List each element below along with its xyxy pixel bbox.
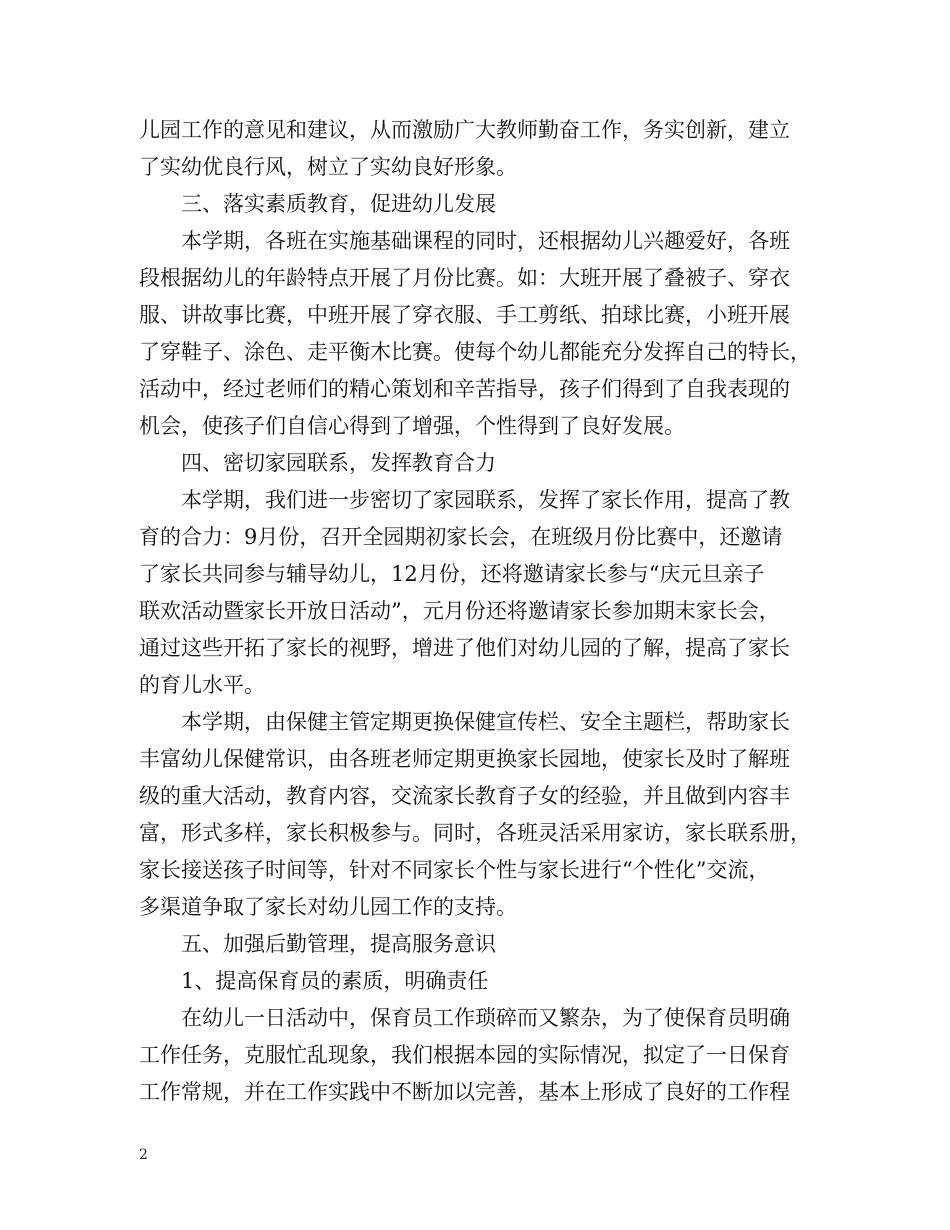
text-line: 多渠道争取了家长对幼儿园工作的支持。	[139, 895, 517, 919]
text-line: 机会，使孩子们自信心得到了增强，个性得到了良好发展。	[139, 414, 685, 438]
document-body	[139, 112, 829, 1111]
text-line: 工作任务，克服忙乱现象，我们根据本园的实际情况，拟定了一日保育	[139, 1043, 790, 1067]
text-line: 联欢活动暨家长开放日活动”，元月份还将邀请家长参加期末家长会，	[139, 599, 780, 623]
subsection-heading: 1、提高保育员的素质，明确责任	[181, 969, 489, 993]
text-line: 了家长共同参与辅导幼儿，12月份，还将邀请家长参与“庆元旦亲子	[139, 562, 765, 586]
text-line: 家长接送孩子时间等，针对不同家长个性与家长进行“个性化”交流，	[139, 858, 770, 882]
text-line: 本学期，由保健主管定期更换保健宣传栏、安全主题栏，帮助家长	[181, 710, 790, 734]
text-line: 富，形式多样，家长积极参与。同时，各班灵活采用家访，家长联系册，	[139, 821, 811, 845]
text-line: 育的合力：9月份，召开全园期初家长会，在班级月份比赛中，还邀请	[139, 525, 783, 549]
text-line: 通过这些开拓了家长的视野，增进了他们对幼儿园的了解，提高了家长	[139, 636, 790, 660]
section-heading: 五、加强后勤管理，提高服务意识	[181, 932, 496, 956]
text-line: 服、讲故事比赛，中班开展了穿衣服、手工剪纸、拍球比赛，小班开展	[139, 303, 790, 327]
page-number: 2	[139, 1147, 148, 1163]
text-line: 工作常规，并在工作实践中不断加以完善，基本上形成了良好的工作程	[139, 1080, 790, 1104]
text-line: 段根据幼儿的年龄特点开展了月份比赛。如：大班开展了叠被子、穿衣	[139, 266, 790, 290]
text-line: 本学期，各班在实施基础课程的同时，还根据幼儿兴趣爱好，各班	[181, 229, 790, 253]
text-line: 儿园工作的意见和建议，从而激励广大教师勤奋工作，务实创新，建立	[139, 118, 790, 142]
text-line: 了实幼优良行风，树立了实幼良好形象。	[139, 155, 517, 179]
text-line: 丰富幼儿保健常识，由各班老师定期更换家长园地，使家长及时了解班	[139, 747, 790, 771]
text-line: 了穿鞋子、涂色、走平衡木比赛。使每个幼儿都能充分发挥自己的特长，	[139, 340, 811, 364]
text-line: 活动中，经过老师们的精心策划和辛苦指导，孩子们得到了自我表现的	[139, 377, 790, 401]
text-line: 本学期，我们进一步密切了家园联系，发挥了家长作用，提高了教	[181, 488, 790, 512]
text-line: 的育儿水平。	[139, 673, 265, 697]
text-line: 在幼儿一日活动中，保育员工作琐碎而又繁杂，为了使保育员明确	[181, 1006, 790, 1030]
section-heading: 四、密切家园联系，发挥教育合力	[181, 451, 496, 475]
text-line: 级的重大活动，教育内容，交流家长教育子女的经验，并且做到内容丰	[139, 784, 790, 808]
section-heading: 三、落实素质教育，促进幼儿发展	[181, 192, 496, 216]
